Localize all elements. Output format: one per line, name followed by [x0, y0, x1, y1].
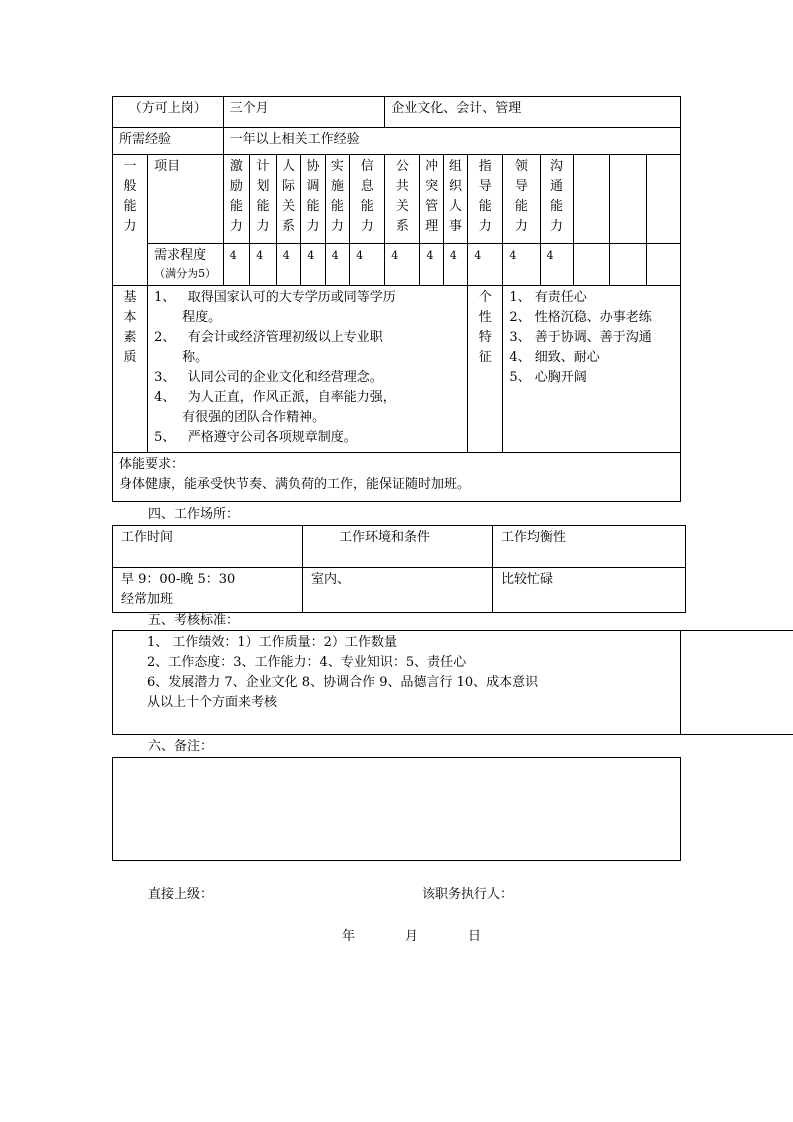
general-ability-label: 一 般 能 力	[113, 155, 148, 286]
work-time-header: 工作时间	[113, 526, 303, 568]
score-cell: 4	[385, 244, 420, 286]
ability-header: 激 励 能 力	[223, 155, 250, 244]
ability-header: 人 际 关 系	[276, 155, 300, 244]
empty-cell	[573, 244, 609, 286]
ability-header: 指 导 能 力	[468, 155, 503, 244]
date-year: 年	[342, 929, 356, 944]
work-time-value: 早 9：00-晚 5：30 经常加班	[113, 568, 303, 613]
score-cell: 4	[468, 244, 503, 286]
work-environment-header: 工作环境和条件	[303, 526, 493, 568]
ability-header: 实 施 能 力	[325, 155, 349, 244]
date-month: 月	[405, 929, 419, 944]
list-item: 3、 认同公司的企业文化和经营理念。	[154, 370, 383, 385]
physical-requirements: 体能要求： 身体健康，能承受快节奏、满负荷的工作，能保证随时加班。	[113, 453, 681, 502]
score-cell: 4	[250, 244, 277, 286]
personality-list	[503, 286, 681, 453]
list-item: 1、 有责任心	[509, 290, 587, 305]
score-cell: 4	[325, 244, 349, 286]
empty-cell	[646, 155, 680, 244]
list-item: 5、 严格遵守公司各项规章制度。	[154, 430, 357, 445]
section-assessment-title: 五、考核标准：	[148, 613, 240, 628]
work-balance-value: 比较忙碌	[493, 568, 686, 613]
list-item: 从以上十个方面来考核	[147, 695, 278, 710]
score-cell: 4	[350, 244, 385, 286]
item-header: 项目	[148, 155, 224, 244]
list-item: 2、工作态度：3、工作能力：4、专业知识：5、责任心	[147, 655, 467, 670]
experience-label: 所需经验	[113, 128, 224, 155]
assessment-table	[112, 630, 793, 735]
ability-header: 协 调 能 力	[301, 155, 325, 244]
job-spec-table	[112, 96, 681, 502]
list-item: 4、 为人正直，作风正派，自率能力强， 有很强的团队合作精神。	[154, 390, 396, 425]
list-item: 6、发展潜力 7、企业文化 8、协调合作 9、品德言行 10、成本意识	[147, 675, 539, 690]
remarks-box	[112, 757, 681, 861]
executor-signature-label: 该职务执行人：	[422, 887, 514, 902]
list-item: 3、 善于协调、善于沟通	[509, 330, 652, 345]
ability-header: 信 息 能 力	[350, 155, 385, 244]
assessment-criteria	[113, 631, 681, 735]
demand-level-label: 需求程度 （满分为5）	[148, 244, 224, 286]
empty-cell	[681, 631, 793, 735]
list-item: 1、 工作绩效：1）工作质量：2）工作数量	[147, 635, 397, 650]
ability-header: 计 划 能 力	[250, 155, 277, 244]
score-cell: 4	[223, 244, 250, 286]
score-cell: 4	[503, 244, 540, 286]
work-balance-header: 工作均衡性	[493, 526, 686, 568]
section-remarks-title: 六、备注：	[148, 739, 214, 754]
empty-cell	[573, 155, 609, 244]
basic-quality-label: 基 本 素 质	[113, 286, 148, 453]
work-place-table	[112, 525, 686, 613]
probation-duration: 三个月	[223, 97, 385, 128]
list-item: 2、 性格沉稳、办事老练	[509, 310, 652, 325]
section-work-place-title: 四、工作场所：	[148, 507, 240, 522]
required-knowledge: 企业文化、会计、管理	[385, 97, 681, 128]
score-cell: 4	[540, 244, 573, 286]
ability-header: 组 织 人 事	[443, 155, 467, 244]
score-cell: 4	[443, 244, 467, 286]
ability-header: 公 共 关 系	[385, 155, 420, 244]
ability-header: 冲 突 管 理	[420, 155, 443, 244]
work-environment-value: 室内、	[303, 568, 493, 613]
ability-header: 沟 通 能 力	[540, 155, 573, 244]
list-item: 1、 取得国家认可的大专学历或同等学历 程度。	[154, 290, 396, 325]
score-cell: 4	[276, 244, 300, 286]
personality-label: 个 性 特 征	[468, 286, 503, 453]
empty-cell	[609, 155, 646, 244]
basic-quality-list	[148, 286, 468, 453]
experience-value: 一年以上相关工作经验	[223, 128, 680, 155]
ability-header: 领 导 能 力	[503, 155, 540, 244]
score-cell: 4	[301, 244, 325, 286]
date-day: 日	[468, 929, 482, 944]
empty-cell	[646, 244, 680, 286]
list-item: 4、 细致、耐心	[509, 350, 600, 365]
empty-cell	[609, 244, 646, 286]
score-cell: 4	[420, 244, 443, 286]
probation-label: （方可上岗）	[113, 97, 224, 128]
list-item: 2、 有会计或经济管理初级以上专业职 称。	[154, 330, 383, 365]
supervisor-signature-label: 直接上级：	[148, 887, 214, 902]
list-item: 5、 心胸开阔	[509, 370, 587, 385]
